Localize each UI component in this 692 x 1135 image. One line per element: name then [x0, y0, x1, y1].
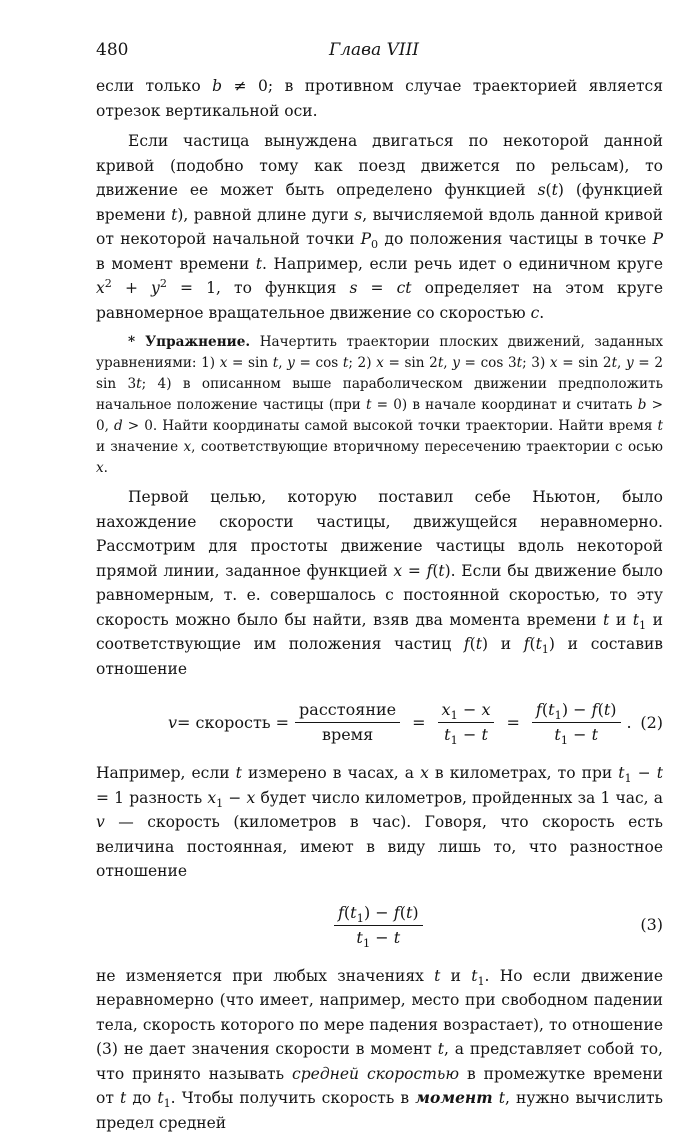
equation-2	[96, 691, 663, 753]
term-average-speed: средней скоростью	[292, 1065, 459, 1083]
chapter-title: Глава VIII	[96, 40, 652, 60]
term-moment: момент	[415, 1088, 492, 1107]
exercise-paragraph: * Упражнение. Начертить траектории плоских движений, заданных уравнениями: 1) x = sin t, y = cos t; 2) x = sin 2t, y = cos 3t; 3) x = sin 2t, y = 2 sin 3t; 4) в описанном выше параболическом движении предположить начальное положение частицы (при t = 0) в начале координат и считать b > 0, d > 0. Найти координаты самой высокой точки траектории. Найти время t и значение x, соответствующие вторичному пересечению траектории с осью x.	[96, 332, 663, 479]
fraction-difference-quotient: $\frac{f(t_1) - f(t)}{t_1 - t}$	[334, 903, 423, 947]
equation-2-number: (2)	[640, 691, 663, 753]
paragraph-3: Первой целью, которую поставил себе Ньютон, было нахождение скорости частицы, движущейся неравномерно. Рассмотрим для простоты движение частицы вдоль некоторой прямой линии, заданное функцией x = f(t). Если бы движение было равномерным, т. е. совершалось с постоянной скоростью, то эту скорость можно было бы найти, взяв два момента времени t и $t_1$ и соответствующие им положения частиц f(t) и $f(t_1)$ и составив отношение	[96, 485, 663, 681]
fraction-dx-dt: $\frac{x_1 - x}{t_1 - t}$	[438, 700, 495, 744]
fraction-df-dt: $\frac{f(t_1) - f(t)}{t_1 - t}$	[532, 700, 621, 744]
running-header	[96, 40, 652, 64]
page-number: 480	[96, 40, 128, 60]
fraction-distance-time: $\frac{\text{расстояние}}{\text{время}}$	[295, 700, 400, 744]
equation-3-number: (3)	[640, 894, 663, 956]
paragraph-4: Например, если t измерено в часах, а x в километрах, то при $t_1 - t = 1$ разность $x_1 - x$ будет число километров, пройденных за 1 час, а v — скорость (километров в час). Говоря, что скорость есть величина постоянная, имеют в виду лишь то, что разностное отношение	[96, 761, 663, 884]
page-body	[96, 74, 663, 1135]
paragraph-1: если только b ≠ 0; в противном случае траекторией является отрезок вертикальной оси.	[96, 74, 663, 123]
equation-2-body: v = скорость = $\frac{\text{расстояние}}{\text{время}}$ = $\frac{x_1 - x}{t_1 - t}$ = $\frac{f(t_1) - f(t)}{t_1 - t}$ .	[168, 691, 632, 753]
equation-3-body	[328, 894, 429, 956]
paragraph-5: не изменяется при любых значениях t и $t_1$. Но если движение неравномерно (что имеет, например, место при свободном падении тела, скорость которого по мере падения возрастает), то отношение (3) не дает значения скорости в момент t, а представляет собой то, что принято называть средней скоростью в промежутке времени от t до $t_1$. Чтобы получить скорость в момент t, нужно вычислить предел средней	[96, 964, 663, 1135]
paragraph-2: Если частица вынуждена двигаться по некоторой данной кривой (подобно тому как поезд движется по рельсам), то движение ее может быть определено функцией s(t) (функцией времени t), равной длине дуги s, вычисляемой вдоль данной кривой от некоторой начальной точки $P_0$ до положения частицы в точке P в момент времени t. Например, если речь идет о единичном круге $x^2 + y^2 = 1$, то функция s = ct определяет на этом круге равномерное вращательное движение со скоростью c.	[96, 129, 663, 325]
equation-3	[96, 894, 663, 956]
exercise-label: * Упражнение.	[128, 334, 250, 350]
